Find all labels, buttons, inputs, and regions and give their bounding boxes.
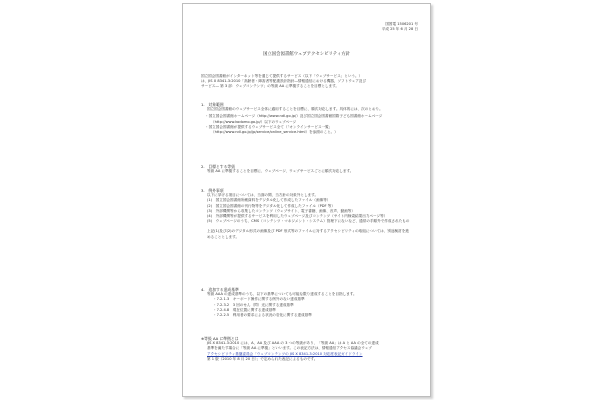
list-item: ・ 7.2.3.2 3 回のせん（閃）光に関する達成基準 bbox=[219, 303, 412, 308]
document-title: 国立国会図書館ウェブアクセシビリティ方針 bbox=[262, 52, 351, 57]
document-page bbox=[182, 3, 431, 397]
exception-item: (1) 国立国会図書館所蔵資料をデジタル化して作成したファイル（画像等） bbox=[207, 198, 331, 203]
list-item: ・ 7.2.2.5 利用者の要求による状況の変化に関する達成基準 bbox=[219, 313, 412, 318]
note-line: 第 1 版（2010 年 8 月 20 日）」で定められた表記によるものです。 bbox=[207, 356, 318, 361]
section-heading: 1. 対象範囲 bbox=[201, 102, 224, 107]
note-line: JIS X 8341-3:2010 には、A、AA 及び AAA の 3 つの等級があり、「等級 AA」は A と AA の全ての達成 bbox=[207, 341, 379, 346]
section-body: 国立国会図書館のウェブサービス全体に適用することを目標に、順次対応します。具体的には、次のとおり。 bbox=[207, 107, 383, 112]
exception-item: (5) ウェブページのうち、CMS（コンテンツ・マネジメント・システム）管理下にないなど、通常の手順外で作成されたもの bbox=[207, 219, 410, 224]
section-scope bbox=[201, 102, 412, 135]
section-body: 以下に挙げる項目については、当面の間、当方針の対象外とします。 bbox=[207, 193, 319, 198]
note-heading: ※等級 AA に準拠とは bbox=[201, 336, 239, 341]
list-item: ・ 7.2.1.3 キーボード操作に関する例外のない達成基準 bbox=[219, 297, 412, 302]
reference-date: 平成 25 年 6 月 28 日 bbox=[381, 27, 418, 32]
criteria-list bbox=[201, 297, 412, 318]
exception-item: (3) 外部機関等から収集したコンテンツ（ウェブサイト、電子書籍、画像、音声、動画等） bbox=[207, 208, 355, 213]
list-item: ・ 7.2.4.8 現在位置に関する達成基準 bbox=[219, 308, 412, 313]
section-heading: 3. 例外事項 bbox=[201, 188, 224, 193]
list-item: ・ 国立国会図書館が提供するウェブサービス全て（「オンラインサービス一覧」（http://www.ndl.go.jp/jp/service/online_service.html）を参照のこと。） bbox=[211, 125, 412, 135]
section-target-level bbox=[201, 164, 412, 174]
reference-block bbox=[338, 22, 418, 32]
scope-list bbox=[201, 114, 412, 135]
section-heading: 2. 目標とする等級 bbox=[201, 164, 235, 169]
section-exceptions bbox=[201, 188, 412, 240]
section-heading: 4. 追加する達成基準 bbox=[201, 287, 239, 292]
section-body: 等級 AA に準拠することを目標に、ウェブページ、ウェブサービスごとに順次対応します。 bbox=[207, 169, 354, 174]
intro-paragraph bbox=[201, 74, 412, 90]
intro-line: 国立国会図書館がインターネット等を通じて提供するサービス（以下「ウェブサービス」という。） bbox=[201, 74, 363, 78]
note-line: 基準を満たす場合に「等級 AA に準拠」といいます。この表記方法は、情報通信アクセス協議会ウェブ bbox=[207, 346, 372, 351]
section-additional-criteria bbox=[201, 287, 412, 318]
intro-line: は、JIS X 8341-3:2010「高齢者・障害者等配慮設計指針―情報通信における機器，ソフトウェア及び bbox=[201, 79, 367, 84]
reference-number: 国図電 1506201 号 bbox=[385, 22, 418, 26]
exception-item: (2) 国立国会図書館の刊行物等をデジタル化して作成したファイル（PDF 等） bbox=[207, 203, 335, 208]
list-item: ・ 国立国会図書館ホームページ（http://www.ndl.go.jp/）及び国立国会図書館国際子ども図書館ホームページ（http://www.kodomo.go.jp/）以下のウェブページ bbox=[211, 114, 412, 124]
intro-line: サービス― 第 3 部：ウェブコンテンツ」の等級 AA に準拠することを目標とします。 bbox=[201, 84, 340, 89]
exception-item: (4) 外部機関等が提供するサービスを利用したウェブページ及びコンテンツ（サイト内検索結果出力ページ等） bbox=[207, 214, 388, 219]
note-block bbox=[201, 336, 412, 362]
note-line-link[interactable]: アクセシビリティ基盤委員会「ウェブコンテンツの JIS X 8341-3:2010 対応度表記ガイドライン bbox=[207, 351, 363, 356]
section-body: 等級 AAA の達成基準のうち、以下の基準についても可能な限り達成することを目指します。 bbox=[207, 292, 357, 297]
exception-note: 上記(1)及び(2)のデジタル形式の画像及び PDF 形式等のファイルに対するアクセシビリティの取組については、別途検討を進めることとします。 bbox=[207, 229, 409, 239]
